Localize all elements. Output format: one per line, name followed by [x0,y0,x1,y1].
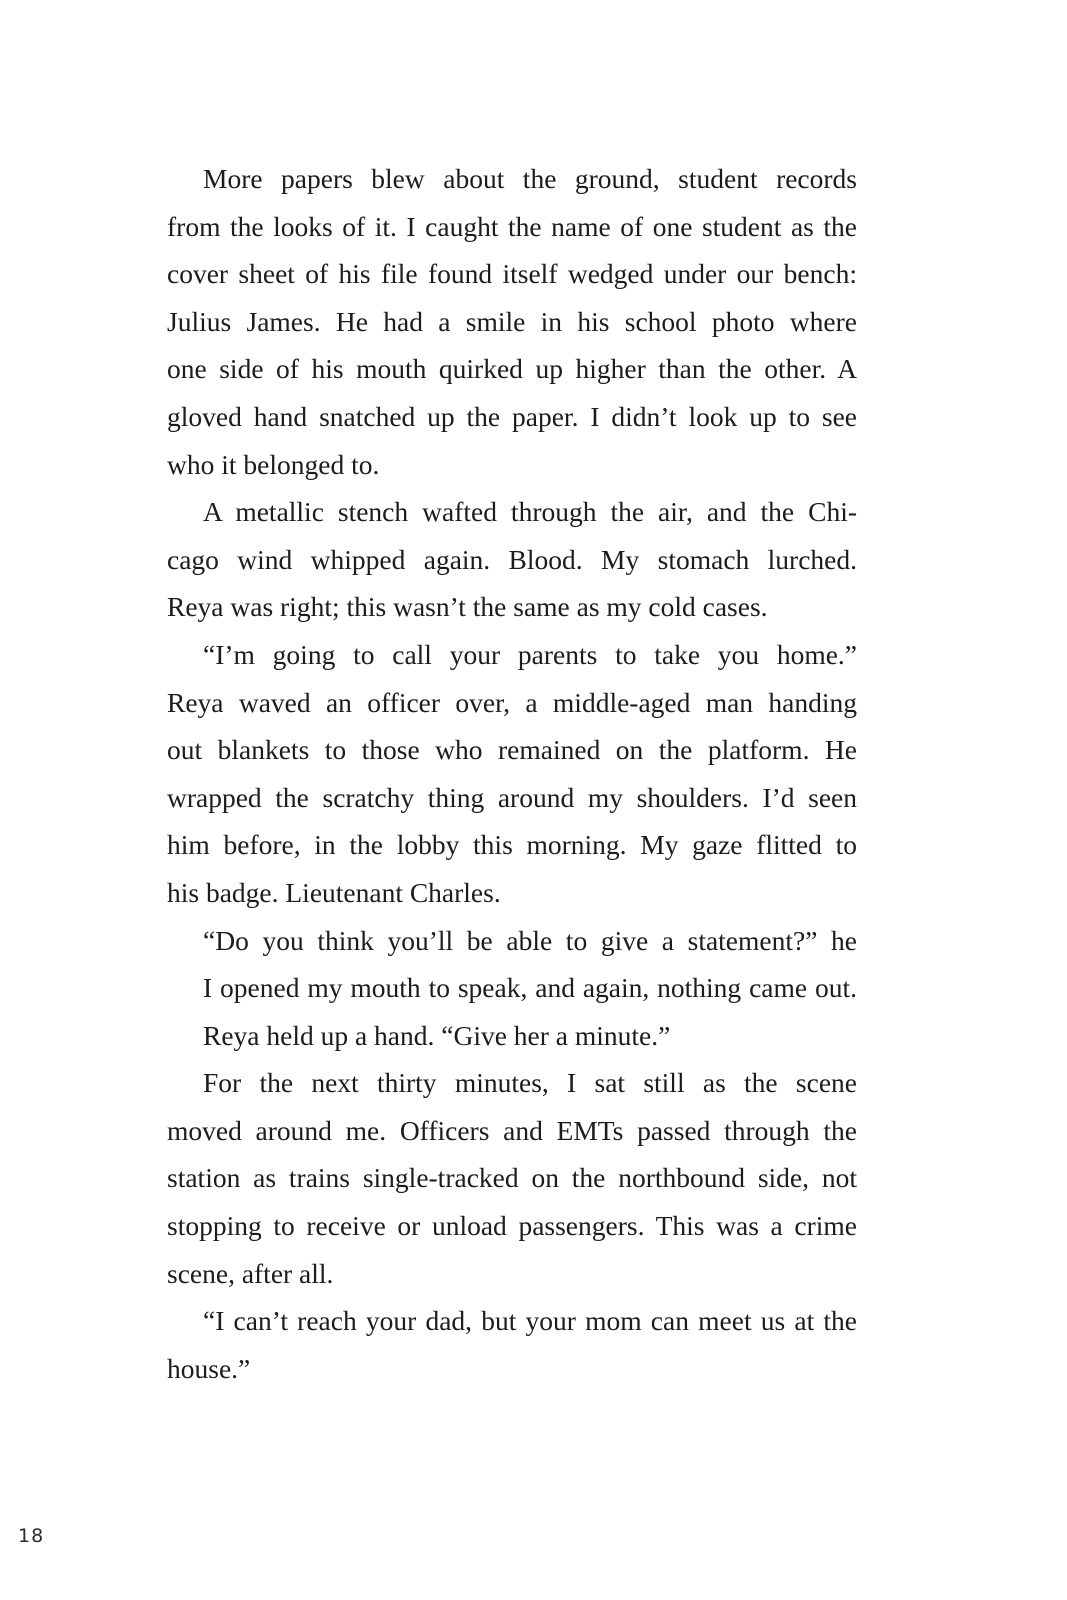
text-line: wrapped the scratchy thing around my shoulders. I’d seen [167,781,857,813]
text-line: stopping to receive or unload passengers. This was a crime [167,1210,857,1242]
text-line: “I’m going to call your parents to take you home.” [203,638,857,670]
text-line: house.” [167,1352,251,1384]
text-line: scene, after all. [167,1257,334,1289]
text-line: “Do you think you’ll be able to give a statement?” he [203,924,857,956]
text-line: from the looks of it. I caught the name of one student as the [167,210,857,242]
text-line: cover sheet of his file found itself wedged under our bench: [167,258,857,290]
text-line: Julius James. He had a smile in his school photo where [167,305,857,337]
text-line: For the next thirty minutes, I sat still as the scene [203,1067,857,1099]
text-line: gloved hand snatched up the paper. I didn’t look up to see [167,400,857,432]
text-line: cago wind whipped again. Blood. My stomach lurched. [167,543,857,575]
text-line: A metallic stench wafted through the air, and the Chi- [203,496,857,528]
text-line: one side of his mouth quirked up higher than the other. A [167,353,857,385]
text-line: “I can’t reach your dad, but your mom can meet us at the [203,1305,857,1337]
text-line: Reya waved an officer over, a middle-aged man handing [167,686,857,718]
text-line: out blankets to those who remained on the platform. He [167,734,857,766]
text-line: Reya was right; this wasn’t the same as my cold cases. [167,591,768,623]
body-text [167,155,857,1392]
text-line: him before, in the lobby this morning. My gaze flitted to [167,829,857,861]
page-number: 18 [18,1525,45,1547]
text-line: station as trains single-tracked on the northbound side, not [167,1162,857,1194]
text-line: Reya held up a hand. “Give her a minute.” [203,1019,671,1051]
text-line: moved around me. Officers and EMTs passed through the [167,1114,857,1146]
text-line: More papers blew about the ground, student records [203,163,857,194]
text-line: his badge. Lieutenant Charles. [167,876,501,908]
text-line: who it belonged to. [167,448,380,480]
text-line: I opened my mouth to speak, and again, nothing came out. [203,972,857,1004]
